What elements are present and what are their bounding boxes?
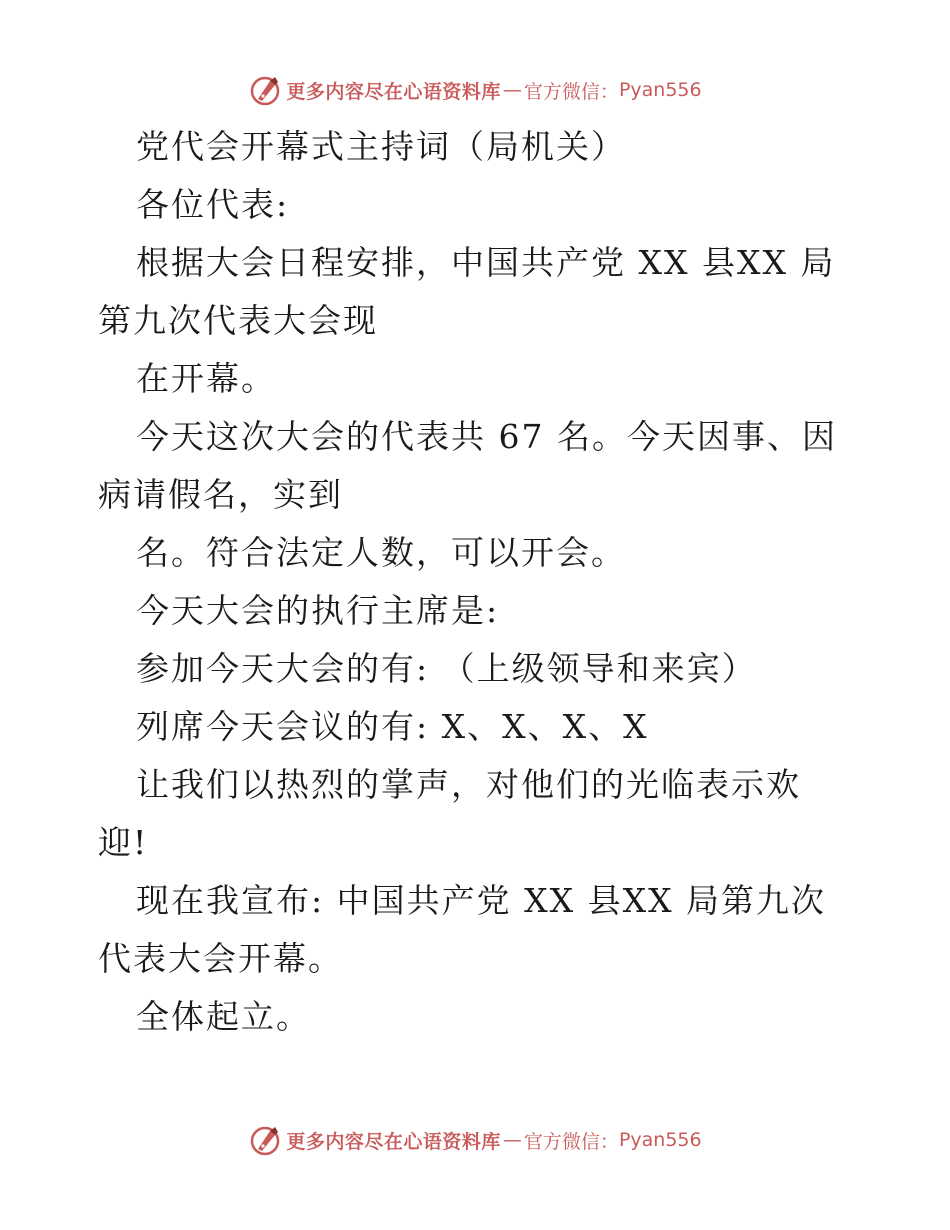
document-paragraph: 各位代表: xyxy=(136,185,290,224)
banner-handle: Pyan556 xyxy=(618,1129,702,1151)
document-paragraph: 名。符合法定人数，可以开会。 xyxy=(136,533,626,572)
banner-text: 更多内容尽在心语资料库 xyxy=(286,1130,501,1153)
document-paragraph: 在开幕。 xyxy=(136,359,276,398)
pen-nib-logo-icon xyxy=(248,1123,282,1157)
banner-text: 更多内容尽在心语资料库 xyxy=(286,80,501,103)
document-paragraph: 列席今天会议的有: X、X、X、X xyxy=(136,707,649,746)
document-paragraph: 今天大会的执行主席是: xyxy=(136,591,500,630)
footer-watermark-banner xyxy=(0,1120,950,1160)
document-paragraph: 今天这次大会的代表共 67 名。今天因事、因病请假名，实到 xyxy=(98,417,837,514)
pen-nib-logo-icon xyxy=(248,73,282,107)
document-paragraph: 全体起立。 xyxy=(136,997,311,1036)
header-watermark-banner xyxy=(0,70,950,110)
banner-sub-label: 官方微信： xyxy=(523,1130,619,1153)
document-title: 党代会开幕式主持词（局机关） xyxy=(136,127,626,166)
document-paragraph: 根据大会日程安排，中国共产党 XX 县XX 局第九次代表大会现 xyxy=(98,243,836,340)
banner-handle: Pyan556 xyxy=(618,79,702,101)
document-paragraph: 现在我宣布: 中国共产党 XX 县XX 局第九次代表大会开幕。 xyxy=(98,881,827,978)
banner-sub-label: 官方微信： xyxy=(523,80,619,103)
document-paragraph: 让我们以热烈的掌声，对他们的光临表示欢迎! xyxy=(98,765,801,862)
banner-separator: — xyxy=(502,1129,522,1151)
banner-separator: — xyxy=(502,79,522,101)
document-paragraph: 参加今天大会的有: （上级领导和来宾） xyxy=(136,649,757,688)
document-body xyxy=(98,118,850,1046)
